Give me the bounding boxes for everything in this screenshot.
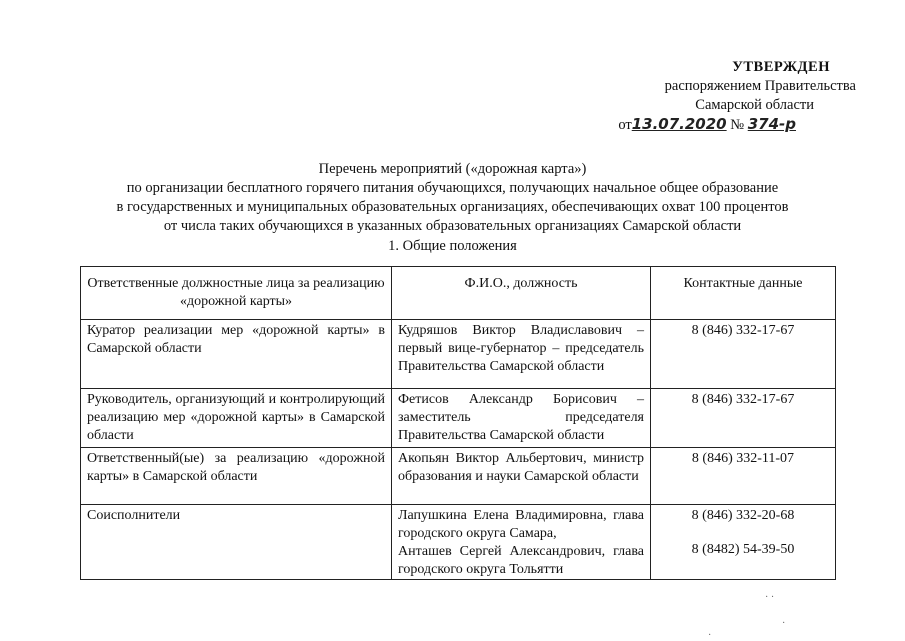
heading-line-1: Перечень мероприятий («дорожная карта»): [318, 161, 587, 177]
section-title: 1. Общие положения: [388, 238, 517, 254]
header-role: Ответственные должностные лица за реализацию «дорожной карты»: [81, 267, 392, 320]
heading-line-3: в государственных и муниципальных образовательных организациях, обеспечивающих охват 100 процентов: [116, 199, 789, 215]
table-row: [81, 505, 836, 580]
row-phone: 8 (8482) 54-39-50: [691, 542, 795, 557]
responsibles-table: [80, 266, 836, 580]
approval-date-line: [540, 115, 860, 135]
row-phone: 8 (846) 332-11-07: [651, 448, 836, 505]
scan-speck: · ·: [765, 592, 775, 603]
approval-date: 13.07.2020: [631, 115, 727, 133]
date-prefix: от: [618, 117, 632, 133]
person-entry: Лапушкина Елена Владимировна, глава городского округа Самара,: [398, 508, 644, 541]
row-phone: 8 (846) 332-20-68: [691, 508, 795, 523]
number-prefix: №: [730, 117, 745, 133]
row-role: Куратор реализации мер «дорожной карты» в Самарской области: [81, 320, 392, 389]
row-persons: [392, 505, 651, 580]
header-contacts: Контактные данные: [651, 267, 836, 320]
approval-region: Самарской области: [695, 97, 814, 113]
row-role: Руководитель, организующий и контролирующий реализацию мер «дорожной карты» в Самарской области: [81, 389, 392, 448]
heading-line-4: от числа таких обучающихся в указанных образовательных организациях Самарской области: [163, 218, 742, 234]
table-row: [81, 389, 836, 448]
row-role: Ответственный(ые) за реализацию «дорожной карты» в Самарской области: [81, 448, 392, 505]
header-person: Ф.И.О., должность: [392, 267, 651, 320]
document-heading: [0, 160, 905, 236]
approval-number: 374-р: [747, 115, 796, 133]
row-phones: [651, 505, 836, 580]
person-entry: Анташев Сергей Александрович, глава городского округа Тольятти: [398, 544, 644, 577]
row-phone: 8 (846) 332-17-67: [651, 320, 836, 389]
row-person: Фетисов Александр Борисович – заместитель председателя Правительства Самарской области: [392, 389, 651, 448]
row-person: Кудряшов Виктор Владиславович – первый вице-губернатор – председатель Правительства Самарской области: [392, 320, 651, 389]
row-role: Соисполнители: [81, 505, 392, 580]
scan-speck: ·: [782, 618, 786, 629]
row-phone: 8 (846) 332-17-67: [651, 389, 836, 448]
table-header-row: [81, 267, 836, 320]
approval-stamp: [540, 58, 860, 135]
table-row: [81, 448, 836, 505]
scan-speck: ·: [708, 630, 712, 641]
heading-line-2: по организации бесплатного горячего питания обучающихся, получающих начальное общее образование: [126, 180, 779, 196]
row-person: Акопьян Виктор Альбертович, министр образования и науки Самарской области: [392, 448, 651, 505]
approval-title: УТВЕРЖДЕН: [732, 59, 830, 75]
table-row: [81, 320, 836, 389]
approval-authority: распоряжением Правительства: [664, 78, 856, 94]
